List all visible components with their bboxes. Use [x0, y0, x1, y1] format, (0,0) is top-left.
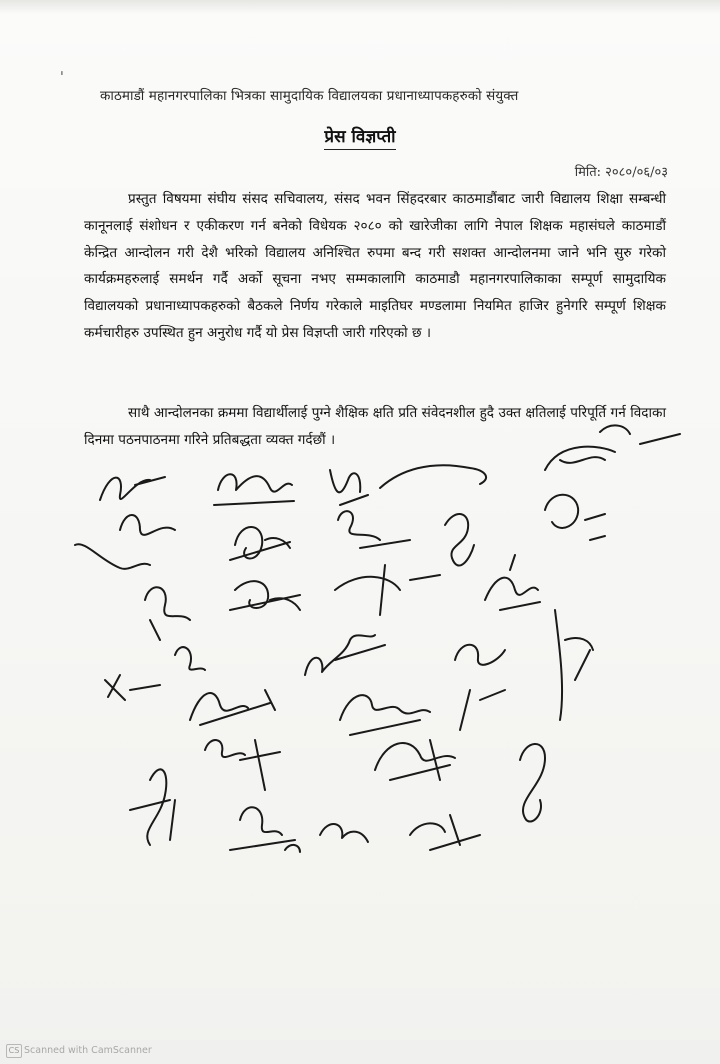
signature-3: [330, 465, 486, 505]
signature-26: [410, 815, 480, 850]
signature-14: [105, 647, 205, 700]
signature-16: [305, 635, 385, 675]
signature-5: [75, 515, 175, 569]
signature-20: [205, 740, 280, 790]
signature-17: [340, 695, 430, 735]
signature-15: [190, 690, 275, 725]
signature-23: [130, 769, 175, 845]
signature-4: [545, 425, 680, 470]
signature-25: [320, 824, 368, 842]
document-header-line: काठमाडौं महानगरपालिका भित्रका सामुदायिक विद्यालयका प्रधानाध्यापकहरुको संयुक्त: [100, 88, 519, 104]
paragraph-2: साथै आन्दोलनका क्रममा विद्यार्थीलाई पुग्ने शैक्षिक क्षति प्रति संवेदनशील हुदै उक्त क्षतिलाई परिपूर्ति गर्न विदाका दिनमा पठनपाठनमा गरिने प्रतिबद्धता व्यक्त गर्दछौं ।: [84, 405, 666, 448]
signature-19: [555, 610, 593, 720]
signature-6: [230, 527, 290, 560]
signature-8: [445, 514, 474, 566]
signature-7: [338, 511, 410, 548]
signature-22: [520, 744, 545, 822]
signature-18: [455, 645, 505, 730]
camscanner-watermark: Scanned with CamScanner: [24, 1045, 152, 1056]
signature-1: [100, 477, 165, 500]
stray-mark: ˈ: [60, 70, 64, 86]
paragraph-1: प्रस्तुत विषयमा संघीय संसद सचिवालय, संसद भवन सिंहदरबार काठमाडौंबाट जारी विद्यालय शिक्षा सम्बन्धी कानूनलाई संशोधन र एकीकरण गर्न बनेको विधेयक २०८० को खारेजीका लागि नेपाल शिक्षक महासंघले काठमाडौं केन्द्रित आन्दोलन गरी देशै भरिको विद्यालय अनिश्चित रुपमा बन्द गरी सशक्त आन्दोलनमा जाने भनि सुरु गरेको कार्यक्रमहरुलाई समर्थन गर्दै अर्को सूचना नभए सम्मकालागि काठमाडौ महानगरपालिकाका सम्पूर्ण सामुदायिक विद्यालयको प्रधानाध्यापकहरुको बैठकले निर्णय गरेकाले माइतिघर मण्डलामा नियमित हाजिर हुनेगरि सम्पूर्ण शिक्षक कर्मचारीहरु उपस्थित हुन अनुरोध गर्दै यो प्रेस विज्ञप्ती जारी गरिएको छ ।: [84, 191, 666, 341]
signature-11: [230, 581, 300, 610]
signature-9: [545, 495, 605, 540]
camscanner-logo: CS: [6, 1044, 22, 1058]
signature-10: [145, 587, 190, 640]
signature-24: [230, 807, 300, 852]
signature-2: [214, 474, 294, 505]
signature-12: [335, 565, 440, 615]
document-date: मिति: २०८०/०६/०३: [574, 165, 668, 180]
signature-13: [485, 555, 540, 610]
document-title-text: प्रेस विज्ञप्ती: [324, 127, 395, 150]
signature-21: [375, 740, 455, 780]
